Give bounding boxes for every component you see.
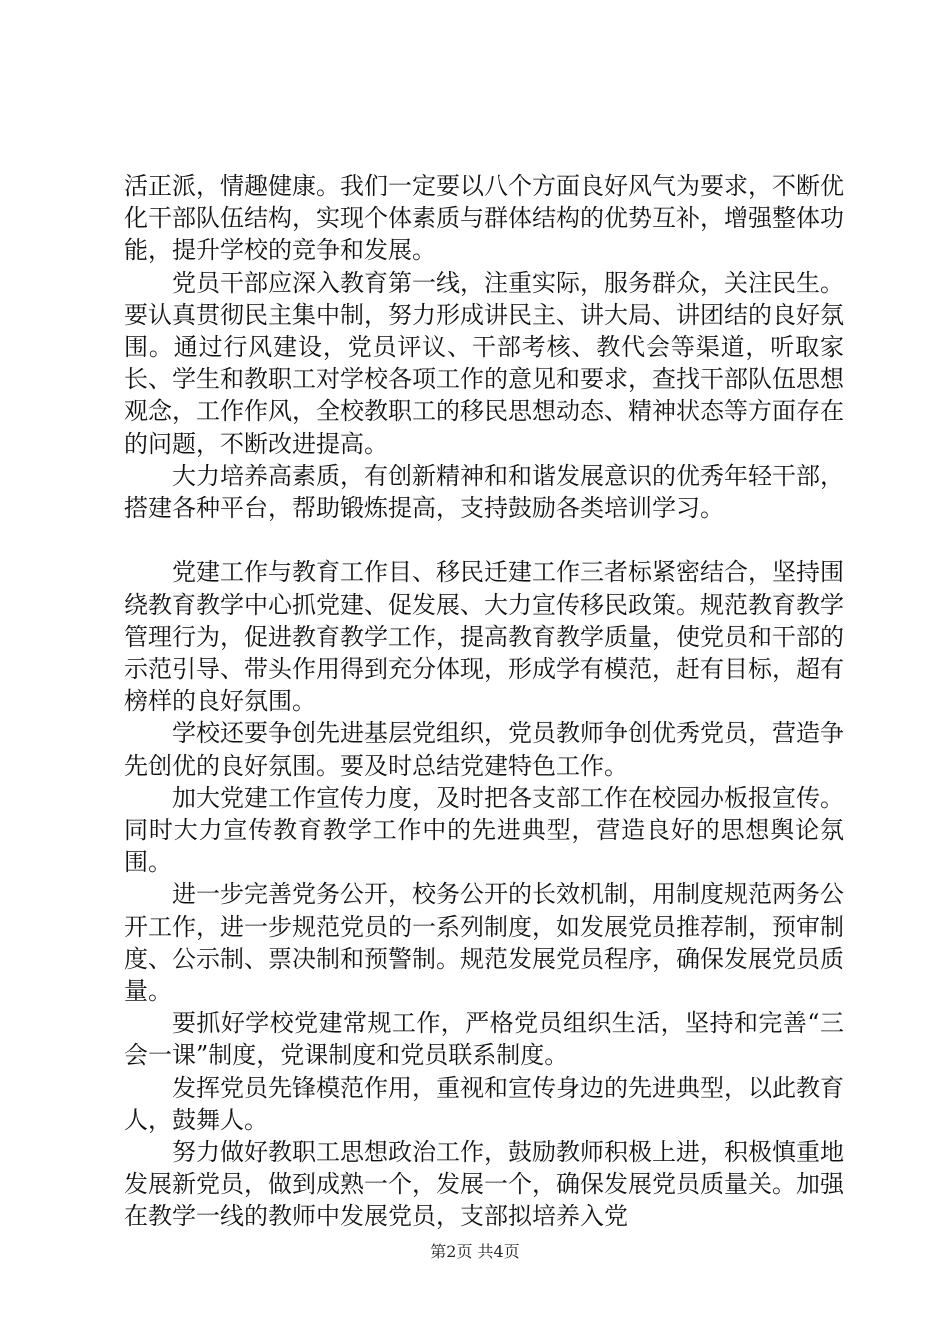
paragraph-routine-work: 要抓好学校党建常规工作，严格党员组织生活，坚持和完善“三会一课”制度，党课制度和党员联系制度。 [124,1009,844,1070]
paragraph-continued: 活正派，情趣健康。我们一定要以八个方面良好风气为要求，不断优化干部队伍结构，实现个体素质与群体结构的优势互补，增强整体功能，提升学校的竞争和发展。 [124,172,844,265]
blank-line [124,524,844,556]
document-body [124,170,844,1233]
paragraph-young-cadres: 大力培养高素质，有创新精神和和谐发展意识的优秀年轻干部，搭建各种平台，帮助锻炼提高，支持鼓励各类培训学习。 [124,461,844,523]
paragraph-party-building: 党建工作与教育工作目、移民迁建工作三者标紧密结合，坚持围绕教育教学中心抓党建、促发展、大力宣传移民政策。规范教育教学管理行为，促进教育教学工作，提高教育教学质量，使党员和干部的示范引导、带头作用得到充分体现，形成学有模范，赶有目标，超有榜样的良好氛围。 [124,558,844,716]
paragraph-advanced-organization: 学校还要争创先进基层党组织，党员教师争创优秀党员，营造争先创优的良好氛围。要及时总结党建特色工作。 [124,719,844,780]
page-number-footer: 第2页 共4页 [430,1242,520,1261]
paragraph-publicity: 加大党建工作宣传力度，及时把各支部工作在校园办板报宣传。同时大力宣传教育教学工作中的先进典型，营造良好的思想舆论氛围。 [124,783,844,877]
paragraph-cadre-work: 党员干部应深入教育第一线，注重实际，服务群众，关注民生。要认真贯彻民主集中制，努力形成讲民主、讲大局、讲团结的良好氛围。通过行风建设，党员评议、干部考核、教代会等渠道，听取家长、学生和教职工对学校各项工作的意见和要求，查找干部队伍思想观念，工作作风，全校教职工的移民思想动态、精神状态等方面存在的问题，不断改进提高。 [124,268,844,458]
paragraph-affairs-disclosure: 进一步完善党务公开，校务公开的长效机制，用制度规范两务公开工作，进一步规范党员的一系列制度，如发展党员推荐制，预审制度、公示制、票决制和预警制。规范发展党员程序，确保发展党员质量。 [124,880,844,1006]
paragraph-ideological-work: 努力做好教职工思想政治工作，鼓励教师积极上进，积极慎重地发展新党员，做到成熟一个，发展一个，确保发展党员质量关。加强在教学一线的教师中发展党员，支部拟培养入党 [124,1138,844,1231]
paragraph-role-model: 发挥党员先锋模范作用，重视和宣传身边的先进典型，以此教育人，鼓舞人。 [124,1073,844,1134]
